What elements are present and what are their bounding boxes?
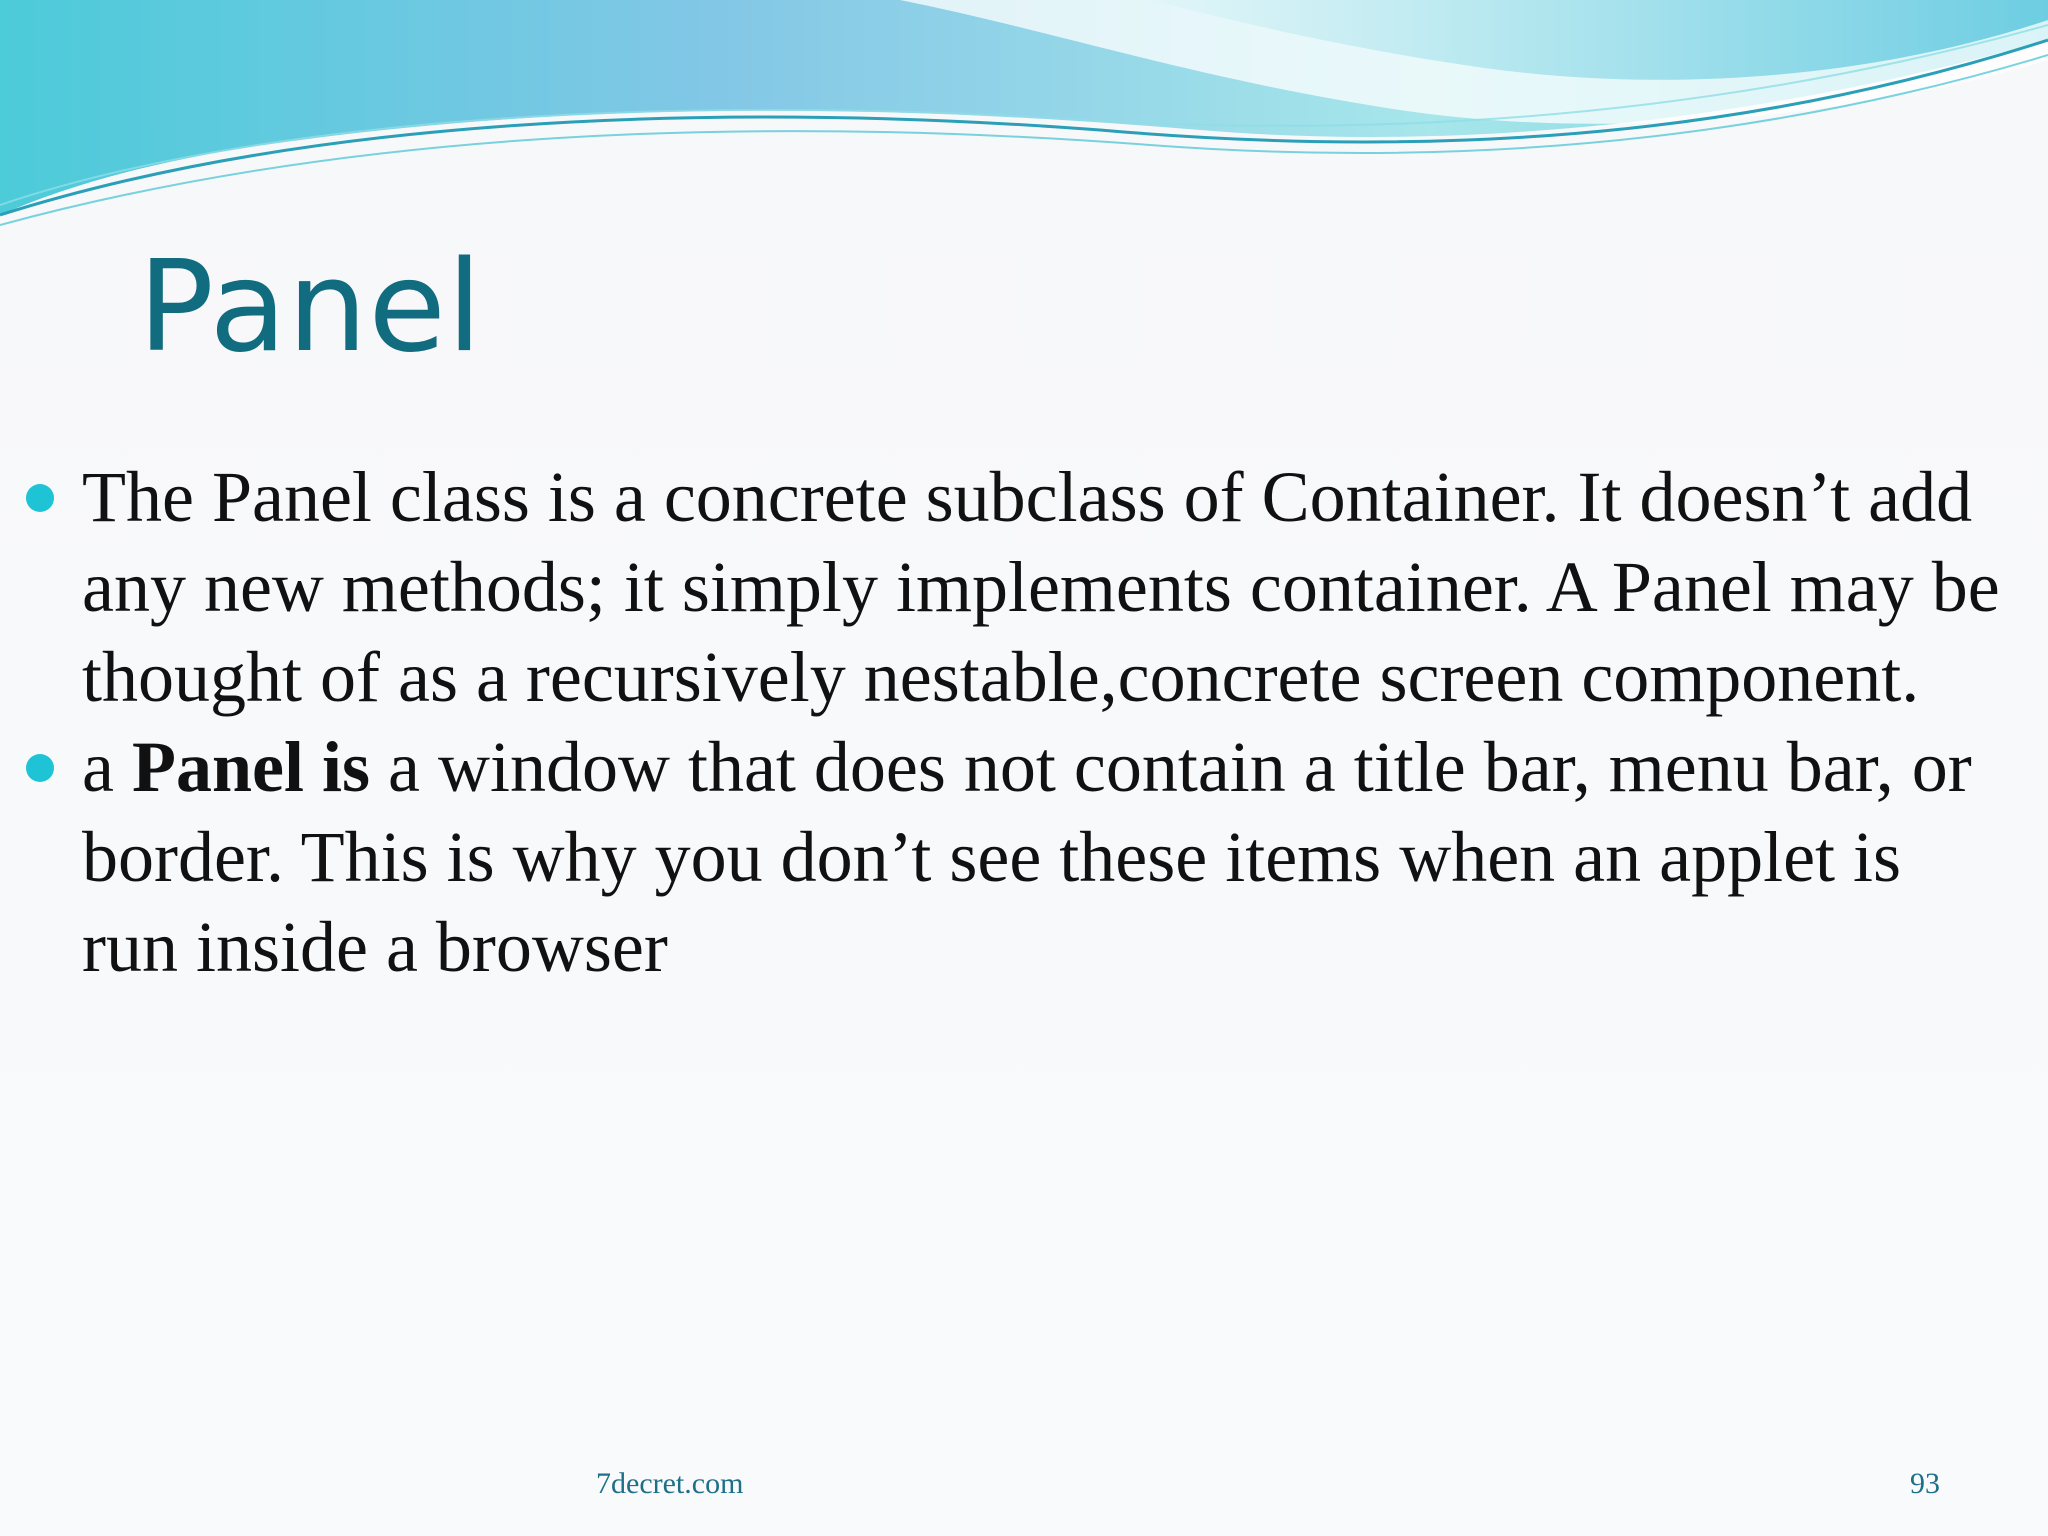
bullet-text-2-bold: Panel is (131, 727, 370, 807)
slide-number: 93 (1910, 1467, 1940, 1500)
bullet-text-2-suffix: a window that does not contain a title bar, menu bar, or border. This is why you don’t see these items when an applet is run inside a browser (82, 727, 1972, 987)
bullet-dot-icon (26, 484, 54, 512)
bullet-text-1: The Panel class is a concrete subclass of Container. It doesn’t add any new methods; it simply implements container. A Panel may be thought of as a recursively nestable,concrete screen component. (82, 457, 2000, 717)
bullet-list (0, 452, 2048, 992)
bullet-item-1 (0, 452, 2048, 722)
bullet-item-2 (0, 722, 2048, 992)
footer-site: 7decret.com (596, 1467, 744, 1500)
bullet-dot-icon (26, 754, 54, 782)
bullet-text-2-prefix: a (82, 727, 132, 807)
decorative-wave (0, 0, 2048, 240)
slide-title: Panel (138, 233, 483, 380)
